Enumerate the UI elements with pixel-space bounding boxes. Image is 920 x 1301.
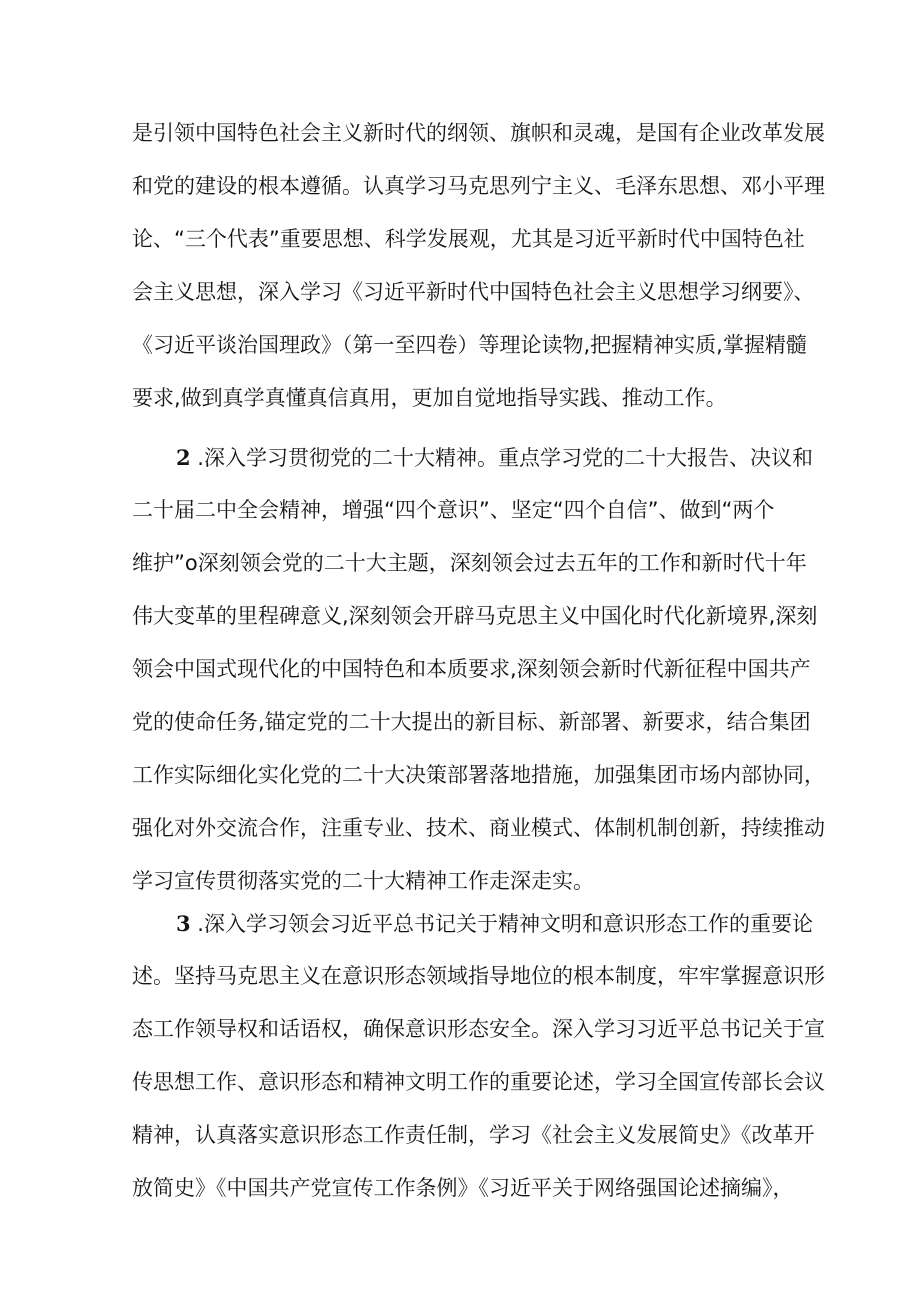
heading-text: .深入学习领会习近平总书记关于精神文明和意识形态工作的重要论 <box>190 912 813 936</box>
text-line: 精神，认真落实意识形态工作责任制，学习《社会主义发展简史》《改革开 <box>132 1123 815 1147</box>
item-number: 2 <box>176 445 191 470</box>
text-line: 论、“三个代表”重要思想、科学发展观，尤其是习近平新时代中国特色社 <box>132 227 805 251</box>
text-line: 要求,做到真学真懂真信真用，更加自觉地指导实践、推动工作。 <box>132 386 727 410</box>
text-line: 二十届二中全会精神，增强“四个意识”、坚定“四个自信”、做到“两个 <box>132 498 775 522</box>
text-line: 放简史》《中国共产党宣传工作条例》《习近平关于网络强国论述摘编》， <box>132 1176 794 1200</box>
text-line: 维护”o深刻领会党的二十大主题，深刻领会过去五年的工作和新时代十年 <box>132 551 807 575</box>
paragraph-1 <box>132 107 825 425</box>
text-line: 态工作领导权和话语权，确保意识形态安全。深入学习习近平总书记关于宣 <box>132 1017 825 1041</box>
item-number: 3 <box>176 911 191 936</box>
paragraph-first-line <box>132 431 812 484</box>
text-line: 是引领中国特色社会主义新时代的纲领、旗帜和灵魂，是国有企业改革发展 <box>132 121 825 145</box>
paragraph-first-line <box>132 897 812 950</box>
text-line: 工作实际细化实化党的二十大决策部署落地措施，加强集团市场内部协同， <box>132 763 825 787</box>
paragraph-2 <box>132 431 825 908</box>
heading-text: .深入学习贯彻党的二十大精神。重点学习党的二十大报告、决议和 <box>190 446 813 470</box>
text-line: 《习近平谈治国理政》（第一至四卷）等理论读物,把握精神实质,掌握精髓 <box>132 333 807 357</box>
paragraph-3 <box>132 897 825 1215</box>
text-line: 伟大变革的里程碑意义,深刻领会开辟马克思主义中国化时代化新境界,深刻 <box>132 604 818 628</box>
text-line: 述。坚持马克思主义在意识形态领域指导地位的根本制度，牢牢掌握意识形 <box>132 964 825 988</box>
text-line: 会主义思想，深入学习《习近平新时代中国特色社会主义思想学习纲要》、 <box>132 280 815 304</box>
text-line: 和党的建设的根本遵循。认真学习马克思列宁主义、毛泽东思想、邓小平理 <box>132 174 825 198</box>
text-line: 强化对外交流合作，注重专业、技术、商业模式、体制机制创新，持续推动 <box>132 816 825 840</box>
text-line: 党的使命任务,锚定党的二十大提出的新目标、新部署、新要求，结合集团 <box>132 710 811 734</box>
text-line: 学习宣传贯彻落实党的二十大精神工作走深走实。 <box>132 869 594 893</box>
text-line: 领会中国式现代化的中国特色和本质要求,深刻领会新时代新征程中国共产 <box>132 657 811 681</box>
text-line: 传思想工作、意识形态和精神文明工作的重要论述，学习全国宣传部长会议 <box>132 1070 825 1094</box>
